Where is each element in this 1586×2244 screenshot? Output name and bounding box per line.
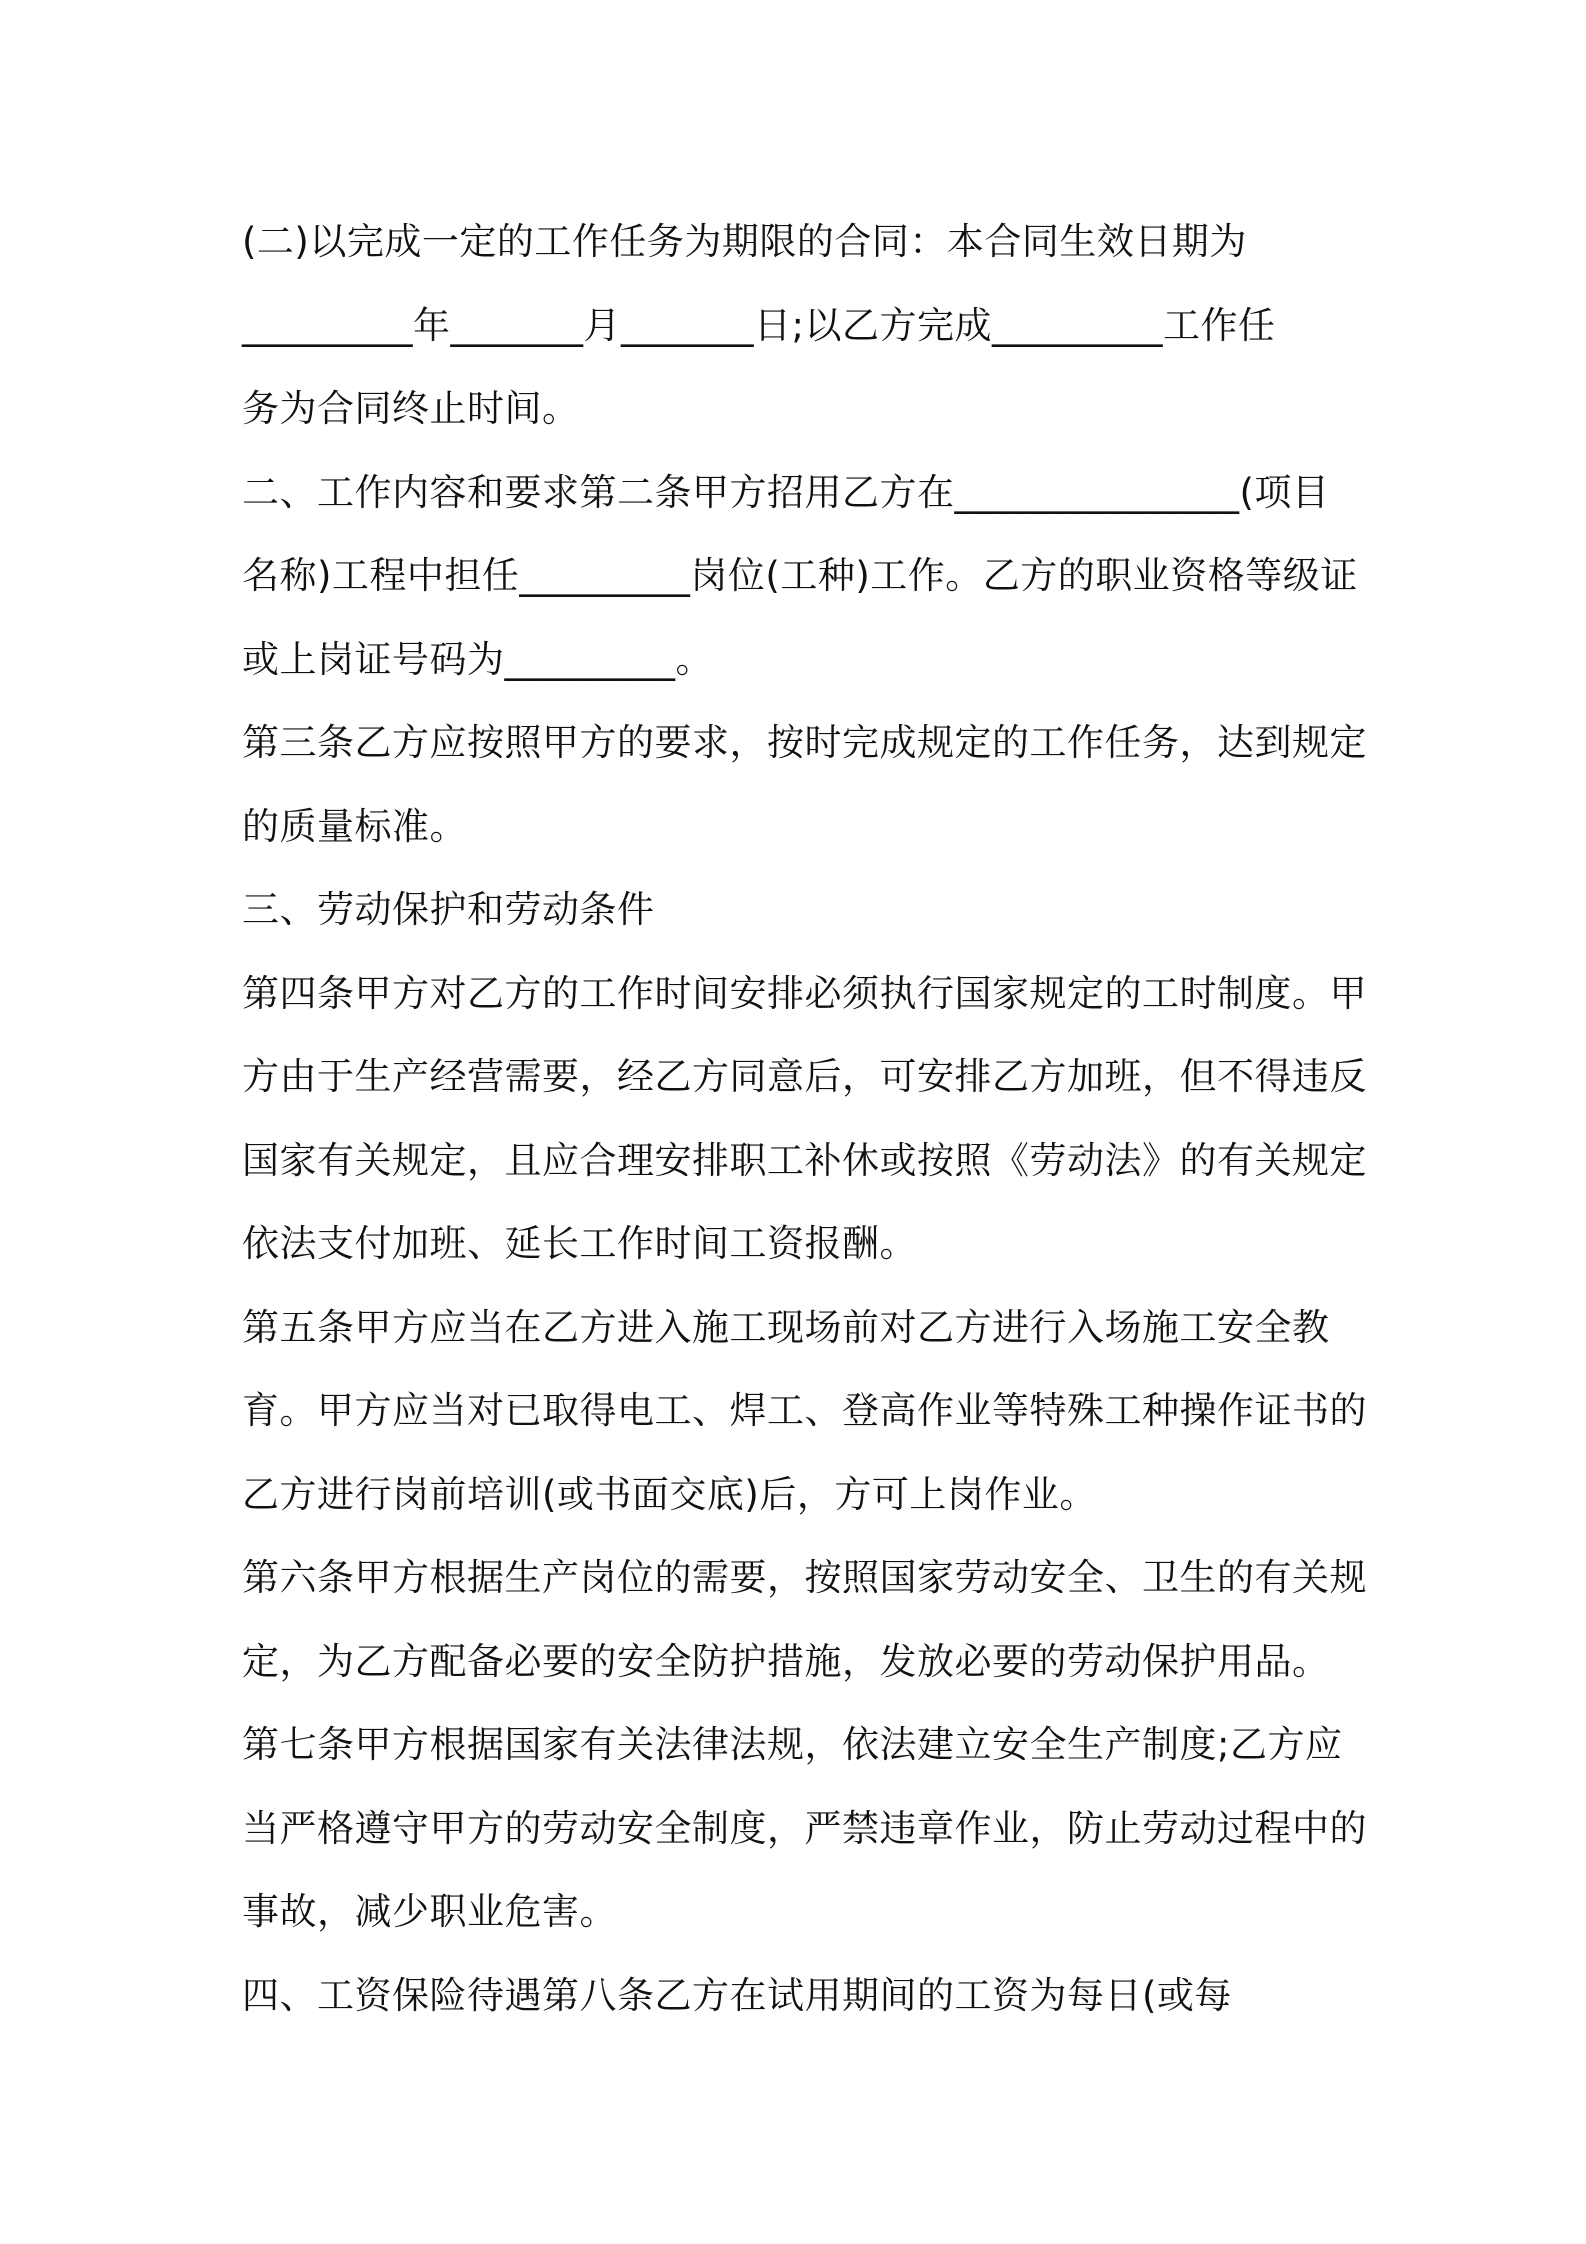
text-line: 乙方进行岗前培训(或书面交底)后，方可上岗作业。 bbox=[242, 1472, 1097, 1516]
text-line: 国家有关规定，且应合理安排职工补休或按照《劳动法》的有关规定 bbox=[242, 1138, 1367, 1182]
text-line: 名称)工程中担任_________岗位(工种)工作。乙方的职业资格等级证 bbox=[242, 554, 1358, 597]
text-line: 的质量标准。 bbox=[242, 804, 467, 848]
text-line: 务为合同终止时间。 bbox=[242, 387, 580, 430]
document-body bbox=[242, 200, 1367, 2037]
text-line: _________年_______月_______日;以乙方完成_________工作任 bbox=[242, 303, 1276, 347]
text-line: 二、工作内容和要求第二条甲方招用乙方在_______________(项目 bbox=[242, 470, 1330, 514]
text-line: 第六条甲方根据生产岗位的需要，按照国家劳动安全、卫生的有关规 bbox=[242, 1556, 1367, 1599]
text-line: (二)以完成一定的工作任务为期限的合同：本合同生效日期为 bbox=[242, 220, 1247, 263]
text-line: 育。甲方应当对已取得电工、焊工、登高作业等特殊工种操作证书的 bbox=[242, 1389, 1367, 1432]
text-line: 四、工资保险待遇第八条乙方在试用期间的工资为每日(或每 bbox=[242, 1973, 1232, 2017]
text-line: 或上岗证号码为_________。 bbox=[242, 637, 713, 681]
text-line: 第四条甲方对乙方的工作时间安排必须执行国家规定的工时制度。甲 bbox=[242, 971, 1367, 1015]
text-line: 事故，减少职业危害。 bbox=[242, 1890, 617, 1933]
text-line: 依法支付加班、延长工作时间工资报酬。 bbox=[242, 1222, 917, 1265]
text-line: 方由于生产经营需要，经乙方同意后，可安排乙方加班，但不得违反 bbox=[242, 1055, 1367, 1098]
text-line: 第三条乙方应按照甲方的要求，按时完成规定的工作任务，达到规定 bbox=[242, 721, 1367, 764]
text-line: 第五条甲方应当在乙方进入施工现场前对乙方进行入场施工安全教 bbox=[242, 1305, 1330, 1349]
section-heading: 三、劳动保护和劳动条件 bbox=[242, 888, 655, 931]
text-line: 第七条甲方根据国家有关法律法规，依法建立安全生产制度;乙方应 bbox=[242, 1723, 1343, 1766]
text-line: 定，为乙方配备必要的安全防护措施，发放必要的劳动保护用品。 bbox=[242, 1639, 1330, 1683]
text-line: 当严格遵守甲方的劳动安全制度，严禁违章作业，防止劳动过程中的 bbox=[242, 1806, 1367, 1850]
